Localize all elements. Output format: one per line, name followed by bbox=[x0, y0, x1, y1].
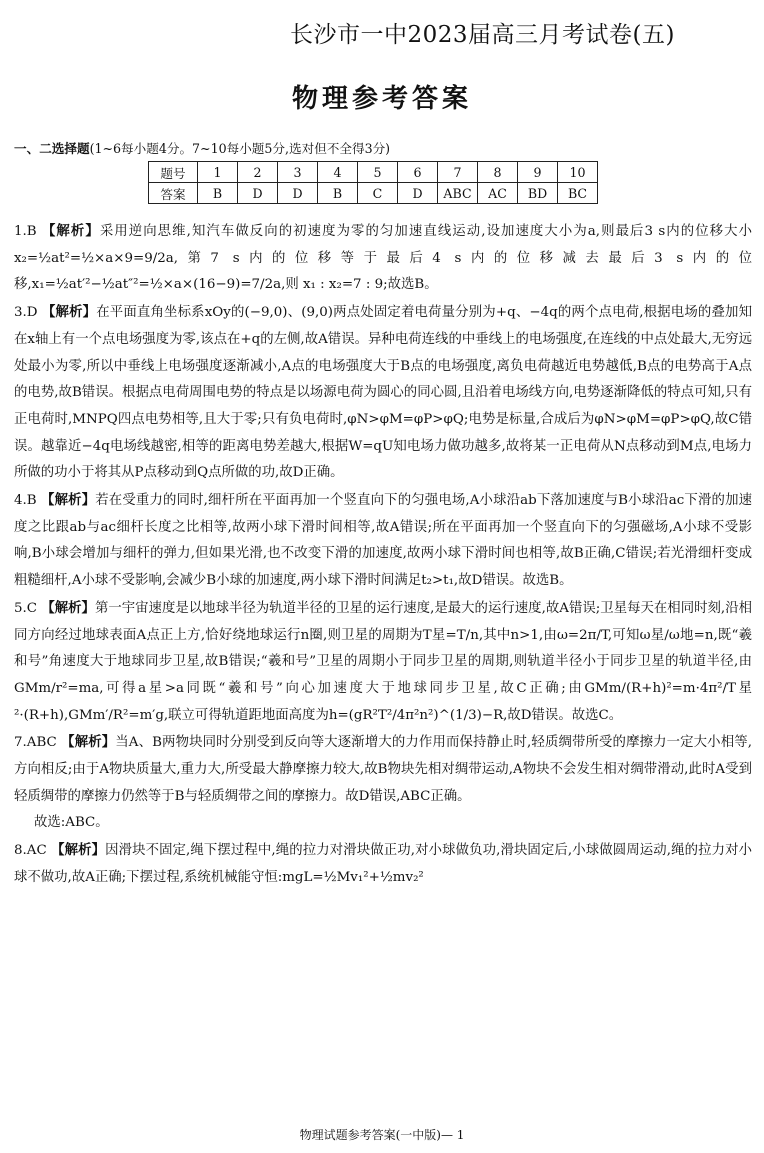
explanation-item bbox=[14, 487, 752, 595]
table-cell: D bbox=[398, 183, 438, 204]
question-number: 4.B bbox=[14, 493, 37, 509]
section-heading bbox=[14, 138, 390, 157]
question-number: 3.D bbox=[14, 305, 38, 321]
table-cell: 5 bbox=[358, 162, 398, 183]
page-title: 物理参考答案 bbox=[291, 84, 472, 114]
table-cell: 8 bbox=[478, 162, 518, 183]
section-note: (1~6每小题4分。7~10每小题5分,选对但不全得3分) bbox=[89, 141, 391, 156]
section-label: 一、二选择题 bbox=[14, 141, 90, 156]
table-cell: B bbox=[198, 183, 238, 204]
table-cell: 9 bbox=[518, 162, 558, 183]
explanation-item bbox=[14, 837, 752, 891]
question-number: 7.ABC bbox=[14, 735, 57, 751]
explanation-text: 当A、B两物块同时分别受到反向等大逐渐增大的力作用而保持静止时,轻质绸带所受的摩擦力一定大小相等,方向相反;由于A物块质量大,重力大,所受最大静摩擦力较大,故B物块先相对绸带运动,A物块不会发生相对绸带滑动,此时A受到轻质绸带的摩擦力仍然等于B与轻质绸带之间的摩擦力。故D错误,ABC正确。 bbox=[14, 735, 752, 804]
table-cell: 2 bbox=[238, 162, 278, 183]
table-row-numbers bbox=[149, 162, 598, 183]
analysis-tag: 【解析】 bbox=[61, 734, 116, 751]
table-cell: C bbox=[358, 183, 398, 204]
explanation-text: 采用逆向思维,知汽车做反向的初速度为零的匀加速直线运动,设加速度大小为a,则最后3 s内的位移大小 x₂=½at²=½×a×9=9/2a,第7 s内的位移等于最后4 s内的位移减去最后3 s内的位移,x₁=½at′²−½at″²=½×a×(16−9)=7/2a,则 x₁ : x₂=7 : 9;故选B。 bbox=[14, 224, 753, 293]
analysis-tag: 【解析】 bbox=[51, 842, 106, 859]
explanation-item bbox=[14, 299, 752, 487]
table-cell: 6 bbox=[398, 162, 438, 183]
table-cell: D bbox=[278, 183, 318, 204]
table-cell: ABC bbox=[438, 183, 478, 204]
explanations bbox=[14, 218, 752, 892]
explanation-text: 在平面直角坐标系xOy的(−9,0)、(9,0)两点处固定着电荷量分别为+q、−4q的两个点电荷,根据电场的叠加知在x轴上有一个点电场强度为零,该点在+q的左侧,故A错误。异种电荷连线的中垂线上的电场强度,在连线的中点处最大,无穷远处最小为零,所以中垂线上电场强度逐渐减小,A点的电场强度大于B点的电场强度,离负电荷越近电势越低,B点的电势高于A点的电势,故B错误。根据点电荷周围电势的特点是以场源电荷为圆心的同心圆,且沿着电场线方向,电势逐渐降低的特点可知,只有正电荷时,MNPQ四点电势相等,且大于零;只有负电荷时,φN>φM=φP>φQ;电势是标量,合成后为φN>φM=φP>φQ,故C错误。越靠近−4q电场线越密,相等的距离电势差越大,根据W=qU知电场力做功越多,故将某一正电荷从N点移动到M点,电场力所做的功小于将其从P点移动到Q点所做的功,故D正确。 bbox=[14, 305, 752, 481]
table-cell: 10 bbox=[558, 162, 598, 183]
analysis-tag: 【解析】 bbox=[41, 492, 96, 509]
question-number: 8.AC bbox=[14, 843, 47, 859]
table-cell: BC bbox=[558, 183, 598, 204]
conclusion-line: 故选:ABC。 bbox=[34, 815, 109, 831]
question-number: 1.B bbox=[14, 224, 37, 239]
explanation-item bbox=[14, 729, 752, 810]
analysis-tag: 【解析】 bbox=[41, 223, 100, 239]
table-cell: AC bbox=[478, 183, 518, 204]
table-cell: D bbox=[238, 183, 278, 204]
table-row-label: 答案 bbox=[149, 183, 198, 204]
page-footer: 物理试题参考答案(一中版)— 1 bbox=[299, 1128, 465, 1142]
table-row-answers bbox=[149, 183, 598, 204]
table-cell: 1 bbox=[198, 162, 238, 183]
table-cell: 7 bbox=[438, 162, 478, 183]
explanation-text: 第一宇宙速度是以地球半径为轨道半径的卫星的运行速度,是最大的运行速度,故A错误;卫星每天在相同时刻,沿相同方向经过地球表面A点正上方,恰好绕地球运行n圈,则卫星的周期为T星=T/n,其中n>1,由ω=2π/T,可知ω星/ω地=n,既“羲和号”角速度大于地球同步卫星,故B错误;“羲和号”卫星的周期小于同步卫星的周期,则轨道半径小于同步卫星的轨道半径,由GMm/r²=ma,可得a星>a同既“羲和号”向心加速度大于地球同步卫星,故C正确;由GMm/(R+h)²=m·4π²/T星²·(R+h),GMm′/R²=m′g,联立可得轨道距地面高度为h=(gR²T²/4π²n²)^(1/3)−R,故D错误。故选C。 bbox=[14, 600, 752, 723]
analysis-tag: 【解析】 bbox=[41, 304, 97, 321]
table-cell: B bbox=[318, 183, 358, 204]
table-cell: 4 bbox=[318, 162, 358, 183]
explanation-text: 因滑块不固定,绳下摆过程中,绳的拉力对滑块做正功,对小球做负功,滑块固定后,小球做圆周运动,绳的拉力对小球不做功,故A正确;下摆过程,系统机械能守恒:mgL=½Mv₁²+½mv₂² bbox=[14, 843, 753, 885]
question-number: 5.C bbox=[14, 600, 38, 616]
explanation-item bbox=[14, 595, 752, 730]
analysis-tag: 【解析】 bbox=[41, 599, 95, 616]
answer-table bbox=[148, 161, 598, 204]
explanation-text: 若在受重力的同时,细杆所在平面再加一个竖直向下的匀强电场,A小球沿ab下落加速度与B小球沿ac下滑的加速度之比跟ab与ac细杆长度之比相等,故两小球下滑时间相等,故A错误;所在平面再加一个竖直向下的匀强磁场,A小球不受影响,B小球会增加与细杆的弹力,但如果光滑,也不改变下滑的加速度,故两小球下滑时间也相等,故B正确,C错误;若光滑细杆变成粗糙细杆,A小球不受影响,会减少B小球的加速度,两小球下滑时间满足t₂>t₁,故D错误。故选B。 bbox=[14, 493, 753, 589]
table-cell: 3 bbox=[278, 162, 318, 183]
table-cell: BD bbox=[518, 183, 558, 204]
explanation-item bbox=[14, 218, 752, 299]
table-row-label: 题号 bbox=[149, 162, 198, 183]
exam-title: 长沙市一中2023届高三月考试卷(五) bbox=[290, 22, 675, 48]
